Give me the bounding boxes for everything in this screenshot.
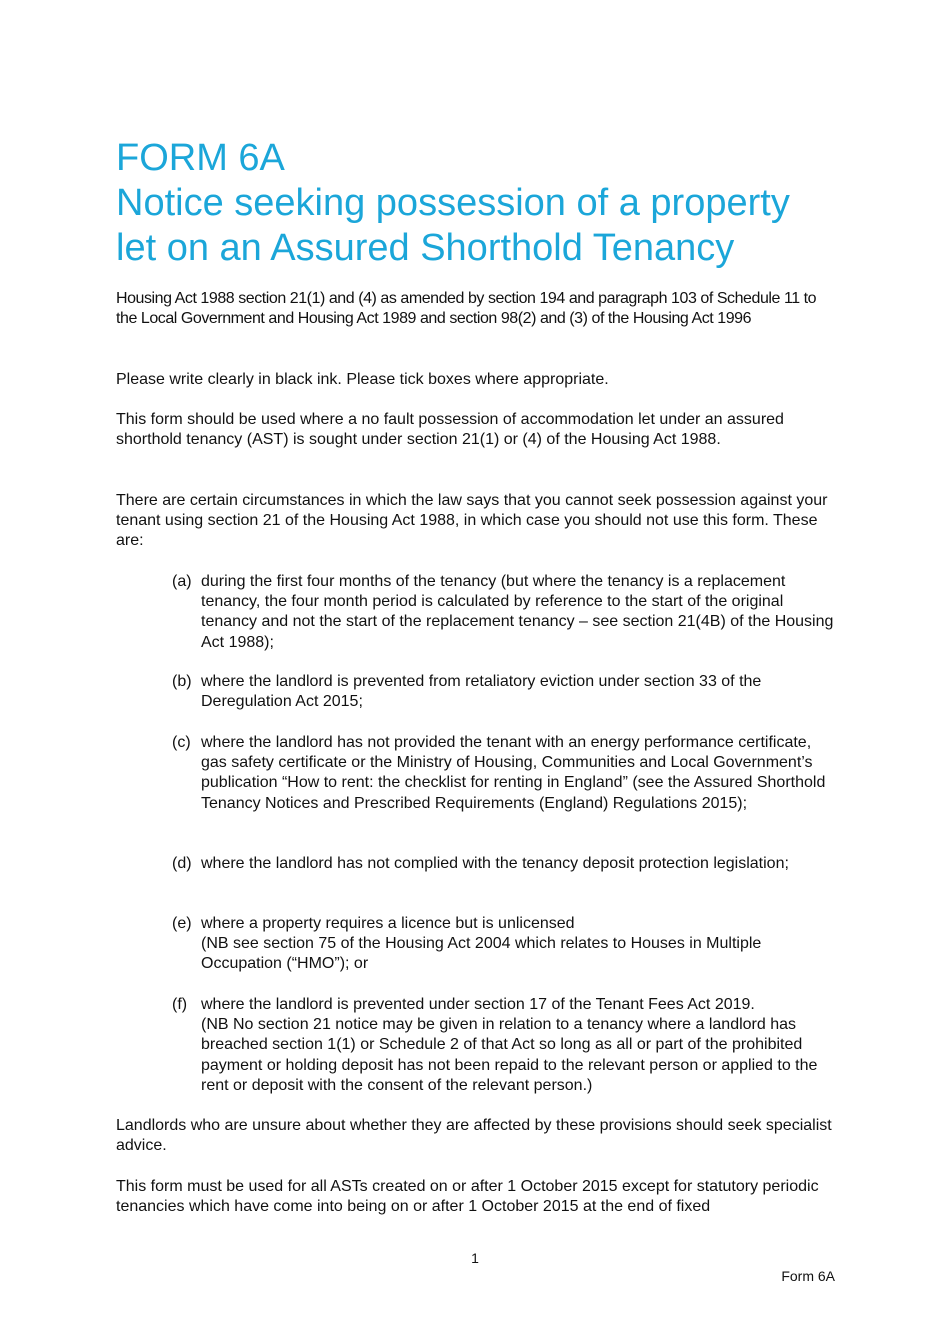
form-title bbox=[116, 136, 876, 271]
list-item-note: (NB see section 75 of the Housing Act 2004 which relates to Houses in Multiple Occupation (“HMO”); or bbox=[201, 935, 762, 973]
list-item bbox=[172, 733, 836, 814]
advice-paragraph: Landlords who are unsure about whether they are affected by these provisions should seek specialist advice. bbox=[116, 1117, 832, 1155]
list-item bbox=[172, 995, 836, 1096]
list-item-text: where the landlord is prevented under section 17 of the Tenant Fees Act 2019. bbox=[201, 996, 755, 1013]
list-item-text: where the landlord has not provided the tenant with an energy performance certificate, gas safety certificate or the Ministry of Housing, Communities and Local Government’s publication “How to rent: the checklist for renting in England” (see the Assured Shorthold Tenancy Notices and Prescribed Requirements (England) Regulations 2015); bbox=[201, 734, 826, 812]
list-item-label: (c) bbox=[172, 734, 191, 751]
list-item-label: (e) bbox=[172, 915, 192, 932]
list-item bbox=[172, 854, 836, 874]
instructions-paragraph: Please write clearly in black ink. Please tick boxes where appropriate. bbox=[116, 371, 609, 388]
list-item bbox=[172, 572, 836, 653]
list-item-text: where a property requires a licence but is unlicensed bbox=[201, 915, 575, 932]
list-item-text: where the landlord is prevented from retaliatory eviction under section 33 of the Deregulation Act 2015; bbox=[201, 673, 762, 711]
legislation-reference: Housing Act 1988 section 21(1) and (4) as amended by section 194 and paragraph 103 of Schedule 11 to the Local Government and Housing Act 1989 and section 98(2) and (3) of the Housing Act 1996 bbox=[116, 290, 817, 328]
form-title-line-2: let on an Assured Shorthold Tenancy bbox=[116, 227, 735, 269]
list-item-label: (d) bbox=[172, 855, 192, 872]
list-item bbox=[172, 914, 836, 975]
form-number: FORM 6A bbox=[116, 137, 285, 179]
footer-form-label: Form 6A bbox=[781, 1268, 835, 1284]
list-item-note: (NB No section 21 notice may be given in relation to a tenancy where a landlord has breached section 1(1) or Schedule 2 of that Act so long as all or part of the prohibited payment or holding deposit has not been repaid to the relevant person or applied to the rent or deposit with the consent of the relevant person.) bbox=[201, 1016, 818, 1094]
list-item-label: (a) bbox=[172, 573, 192, 590]
list-item-label: (f) bbox=[172, 996, 188, 1013]
applicability-paragraph: This form must be used for all ASTs created on or after 1 October 2015 except for statutory periodic tenancies which have come into being on or after 1 October 2015 at the end of fixed bbox=[116, 1178, 819, 1216]
list-item-text: where the landlord has not complied with the tenancy deposit protection legislation; bbox=[201, 855, 789, 872]
list-item-label: (b) bbox=[172, 673, 192, 690]
list-item bbox=[172, 672, 836, 712]
list-item-text: during the first four months of the tenancy (but where the tenancy is a replacement tenancy, the four month period is calculated by reference to the start of the original tenancy and not the start of the replacement tenancy – see section 21(4B) of the Housing Act 1988); bbox=[201, 573, 834, 651]
page-number: 1 bbox=[471, 1250, 479, 1266]
form-title-line-1: Notice seeking possession of a property bbox=[116, 182, 790, 224]
usage-paragraph: This form should be used where a no fault possession of accommodation let under an assured shorthold tenancy (AST) is sought under section 21(1) or (4) of the Housing Act 1988. bbox=[116, 411, 784, 449]
circumstances-intro: There are certain circumstances in which the law says that you cannot seek possession against your tenant using section 21 of the Housing Act 1988, in which case you should not use this form. These are: bbox=[116, 492, 828, 550]
